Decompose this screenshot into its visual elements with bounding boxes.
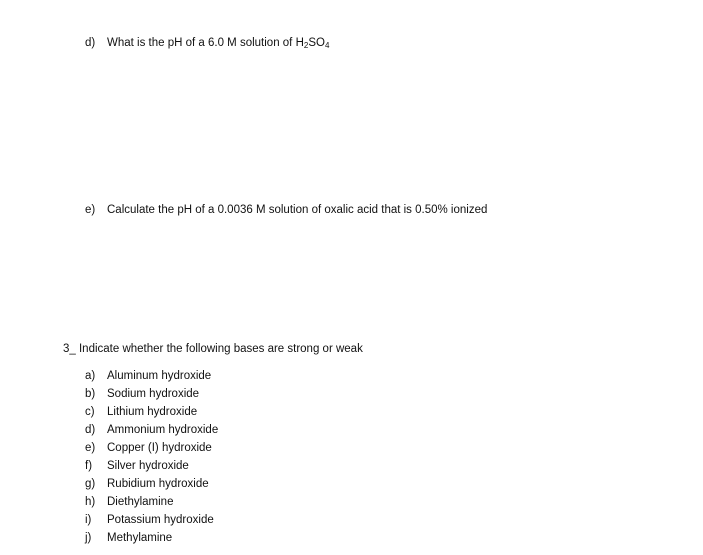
- list-item-marker: h): [85, 496, 96, 508]
- list-item-text: Rubidium hydroxide: [107, 478, 209, 490]
- list-item-marker: f): [85, 460, 93, 472]
- list-item-marker: d): [85, 424, 96, 436]
- question-d-subscript-4: 4: [324, 41, 330, 50]
- list-item-text: Potassium hydroxide: [107, 514, 214, 526]
- list-item-text: Silver hydroxide: [107, 460, 189, 472]
- question-d-text-main: What is the pH of a 6.0 M solution of H: [107, 37, 304, 49]
- list-item-text: Sodium hydroxide: [107, 388, 200, 400]
- list-item-text: Lithium hydroxide: [107, 406, 198, 418]
- question-d-text: [107, 36, 329, 50]
- list-item-marker: c): [85, 406, 95, 418]
- question-e-marker: e): [85, 204, 96, 216]
- question-d-subscript-2: 2: [303, 41, 309, 50]
- list-item-text: Ammonium hydroxide: [107, 424, 219, 436]
- question-e-text: Calculate the pH of a 0.0036 M solution of oxalic acid that is 0.50% ionized: [107, 204, 488, 216]
- list-item-marker: e): [85, 442, 96, 454]
- list-item-marker: i): [85, 514, 92, 526]
- list-item-marker: b): [85, 388, 96, 400]
- question-3-heading: 3_ Indicate whether the following bases are strong or weak: [63, 343, 363, 355]
- list-item-marker: j): [85, 532, 92, 544]
- list-item-text: Diethylamine: [107, 496, 174, 508]
- question-d-text-so: SO: [308, 37, 325, 49]
- list-item-text: Copper (I) hydroxide: [107, 442, 212, 454]
- question-d-marker: d): [85, 37, 96, 49]
- list-item-text: Methylamine: [107, 532, 173, 544]
- list-item-marker: a): [85, 370, 96, 382]
- list-item-text: Aluminum hydroxide: [107, 370, 212, 382]
- list-item-marker: g): [85, 478, 96, 490]
